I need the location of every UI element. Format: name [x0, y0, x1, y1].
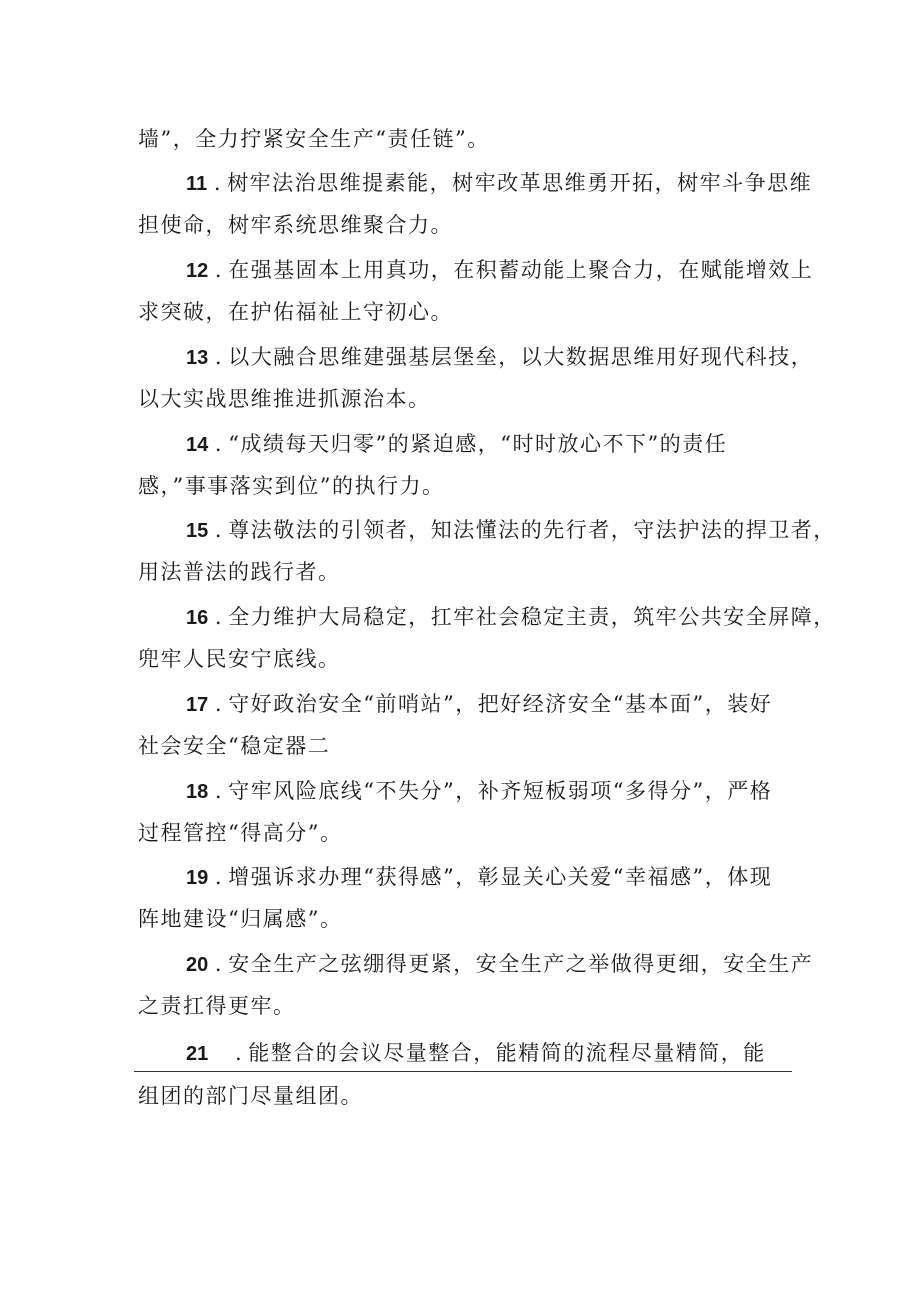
list-item-13-line-1: [186, 342, 814, 373]
list-item-12-line-2: 求突破，在护佑福祉上守初心。: [138, 300, 453, 324]
list-item-15-line-2: 用法普法的践行者。: [138, 560, 341, 584]
item-number: 11: [186, 173, 208, 195]
list-item-13-line-2: 以大实战思维推进抓源治本。: [138, 387, 431, 411]
item-separator: .: [208, 692, 229, 716]
list-item-20-line-1: [186, 949, 814, 980]
list-item-19-line-1: [186, 862, 796, 893]
list-item-14-line-1: [186, 429, 796, 460]
list-item-17-line-1: [186, 689, 796, 720]
list-item-21-line-2: 组团的部门尽量组团。: [138, 1084, 363, 1108]
item-separator: .: [208, 518, 229, 542]
item-text: “成绩每天归零”的紧迫感，“时时放心不下”的责任: [228, 432, 728, 456]
list-item-11-line-1: [186, 168, 813, 199]
item-text: 守牢风险底线“不失分”，补齐短板弱项“多得分”，严格: [228, 779, 773, 803]
item-text: 尊法敬法的引领者，知法懂法的先行者，守法护法的捍卫者，: [228, 518, 836, 542]
item-number: 16: [186, 607, 209, 629]
item-number: 20: [186, 954, 209, 976]
list-item-15-line-1: [186, 515, 836, 546]
list-item-18-line-1: [186, 776, 796, 807]
list-item-11-line-2: 担使命，树牢系统思维聚合力。: [138, 213, 453, 237]
lead-line: 墙”，全力拧紧安全生产“责任链”。: [138, 127, 490, 151]
item-separator: .: [208, 432, 229, 456]
list-item-16-line-1: [186, 602, 836, 633]
item-number: 12: [186, 260, 209, 282]
horizontal-rule: [134, 1071, 792, 1072]
list-item-20-line-2: 之责扛得更牢。: [138, 994, 296, 1018]
item-number: 14: [186, 434, 209, 456]
item-separator: .: [208, 345, 229, 369]
item-text: 以大融合思维建强基层堡垒，以大数据思维用好现代科技，: [228, 345, 814, 369]
list-item-18-line-2: 过程管控“得高分”。: [138, 821, 343, 845]
item-separator: .: [208, 1041, 249, 1065]
list-item-21-line-1: [186, 1038, 796, 1069]
item-separator: .: [208, 258, 229, 282]
item-text: 在强基固本上用真功，在积蓄动能上聚合力，在赋能增效上: [228, 258, 814, 282]
item-text: 安全生产之弦绷得更紧，安全生产之举做得更细，安全生产: [228, 952, 814, 976]
item-text: 能整合的会议尽量整合，能精简的流程尽量精简，能: [248, 1041, 766, 1065]
item-number: 18: [186, 781, 209, 803]
list-item-17-line-2: 社会安全“稳定器二: [138, 734, 331, 758]
item-text: 守好政治安全“前哨站”，把好经济安全“基本面”，装好: [228, 692, 773, 716]
item-text: 增强诉求办理“获得感”，彰显关心关爱“幸福感”，体现: [228, 865, 773, 889]
item-separator: .: [208, 605, 229, 629]
item-text: 全力维护大局稳定，扛牢社会稳定主责，筑牢公共安全屏障，: [228, 605, 836, 629]
list-item-12-line-1: [186, 255, 814, 286]
list-item-19-line-2: 阵地建设“归属感”。: [138, 907, 343, 931]
item-text: 树牢法治思维提素能，树牢改革思维勇开拓，树牢斗争思维: [227, 171, 813, 195]
item-number: 13: [186, 347, 209, 369]
item-separator: .: [208, 952, 229, 976]
item-separator: .: [208, 865, 229, 889]
item-number: 21: [186, 1043, 209, 1065]
list-item-16-line-2: 兜牢人民安宁底线。: [138, 647, 341, 671]
item-separator: .: [208, 779, 229, 803]
list-item-14-line-2: 感，”事事落实到位”的执行力。: [138, 474, 445, 498]
item-number: 17: [186, 694, 209, 716]
item-number: 15: [186, 520, 209, 542]
item-number: 19: [186, 867, 209, 889]
item-separator: .: [207, 171, 228, 195]
